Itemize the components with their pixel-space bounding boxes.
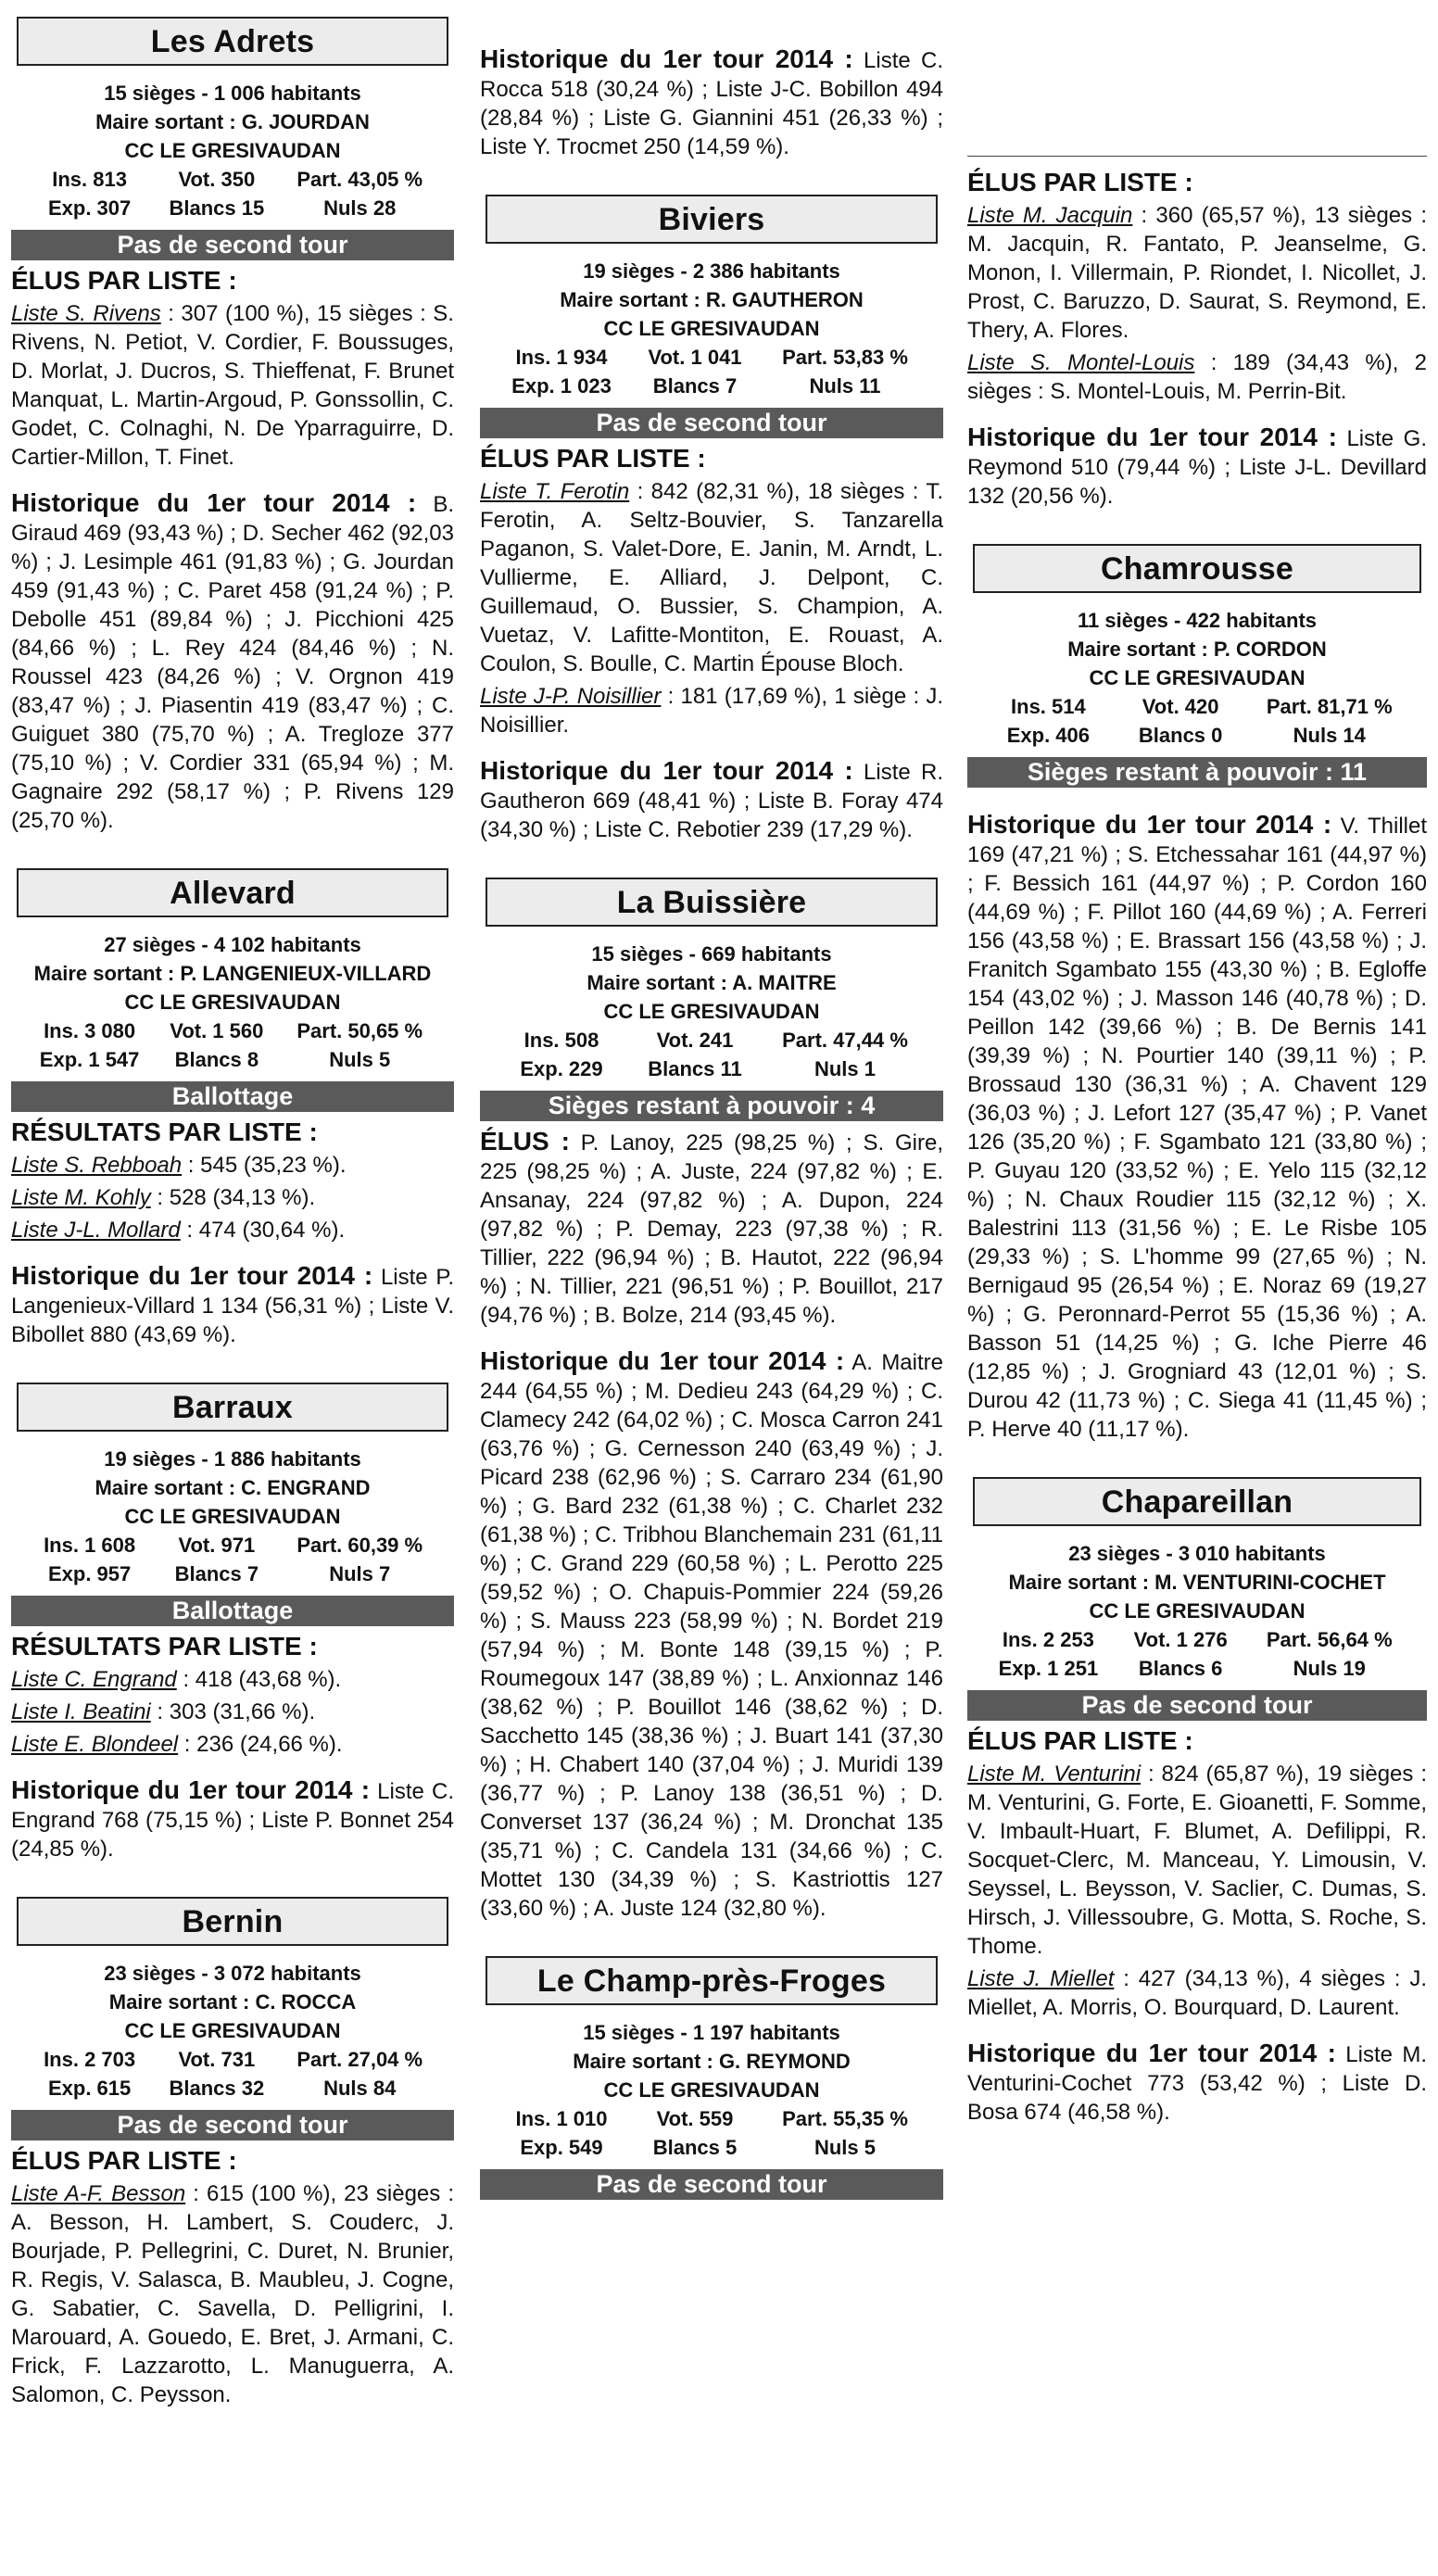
history-text: Liste C. Engrand 768 (75,15 %) ; Liste P. Bonnet 254 (24,85 %).	[11, 1779, 455, 1862]
list-text: : 545 (35,23 %).	[182, 1153, 347, 1178]
commune-title: Chamrousse	[973, 544, 1421, 593]
list-text: : 236 (24,66 %).	[178, 1732, 343, 1757]
cc-line: CC LE GRESIVAUDAN	[124, 2019, 341, 2042]
stat-part: Part. 53,83 %	[782, 346, 908, 369]
list-text: : 181 (17,69 %), 1 siège : J. Noisillier.	[480, 684, 943, 738]
list-name: Liste S. Rebboah	[11, 1153, 183, 1178]
stat-ins: Ins. 1 934	[515, 346, 608, 369]
stat-vot: Vot. 971	[178, 1534, 256, 1557]
stat-part: Part. 47,44 %	[782, 1029, 908, 1052]
stat-ins: Ins. 508	[523, 1029, 599, 1052]
history-heading: Historique du 1er tour 2014 :	[967, 2039, 1336, 2067]
history-text: A. Maitre 244 (64,55 %) ; M. Dedieu 243 (64,29 %) ; C. Clamecy 242 (64,02 %) ; C. Mosca Carron 241 (63,76 %) ; G. Cernesson 240 (63,49 %) ; J. Picard 238 (62,96 %) ; S. Carraro 234 (61,90 %) ; G. Bard 232 (61,38 %) ; C. Charlet 232 (61,38 %) ; C. Tribhou Blanchemain 231 (61,11 %) ; C. Grand 229 (60,58 %) ; L. Perotto 225 (59,52 %) ; O. Chapuis-Pommier 224 (59,26 %) ; S. Mauss 223 (58,99 %) ; N. Bordet 219 (57,94 %) ; M. Bonte 148 (39,15 %) ; P. Roumegoux 147 (38,89 %) ; L. Anxionnaz 146 (38,62 %) ; P. Bouillot 146 (38,62 %) ; D. Sacchetto 145 (38,36 %) ; J. Buart 141 (37,30 %) ; H. Chabert 140 (37,04 %) ; J. Muridi 139 (36,77 %) ; P. Lanoy 138 (36,51 %) ; D. Converset 137 (36,24 %) ; M. Dronchat 135 (35,71 %) ; C. Candela 131 (34,66 %) ; C. Mottet 130 (34,39 %) ; S. Kastriottis 127 (33,60 %) ; A. Juste 124 (32,80 %).	[480, 1350, 943, 1921]
elus-paragraph	[967, 348, 1427, 406]
stats-row-1	[967, 692, 1427, 721]
history-heading: Historique du 1er tour 2014 :	[480, 1346, 845, 1375]
list-name: Liste I. Beatini	[11, 1699, 151, 1724]
list-line	[11, 1183, 454, 1212]
stat-ins: Ins. 1 608	[44, 1534, 136, 1557]
stats-row-2	[11, 1045, 454, 1074]
stat-nuls: Nuls 7	[329, 1562, 391, 1585]
elus-paragraph	[967, 1760, 1427, 1961]
result-bar: Pas de second tour	[480, 408, 943, 438]
list-line	[11, 1216, 454, 1244]
elus-paragraph	[967, 1964, 1427, 2022]
stat-exp: Exp. 615	[47, 2077, 132, 2100]
list-name: Liste M. Kohly	[11, 1185, 151, 1210]
seats-line: 15 sièges - 669 habitants	[591, 942, 832, 966]
history-text: Liste P. Langenieux-Villard 1 134 (56,31 %) ; Liste V. Bibollet 880 (43,69 %).	[11, 1265, 454, 1347]
stat-exp: Exp. 307	[47, 196, 132, 220]
champ-results-continued	[967, 156, 1427, 511]
commune-les-adrets	[11, 17, 454, 835]
history-text: B. Giraud 469 (93,43 %) ; D. Secher 462 (92,03 %) ; J. Lesimple 461 (91,83 %) ; G. Jourdan 459 (91,43 %) ; C. Paret 458 (91,24 %) ; P. Debolle 451 (89,84 %) ; J. Picchioni 425 (84,66 %) ; L. Rey 424 (84,46 %) ; N. Roussel 423 (84,26 %) ; V. Orgnon 419 (83,47 %) ; J. Piasentin 419 (83,47 %) ; C. Guiguet 380 (75,70 %) ; A. Tregloze 377 (75,10 %) ; V. Cordier 331 (65,94 %) ; M. Gagnaire 292 (58,17 %) ; P. Rivens 129 (25,70 %).	[11, 492, 455, 833]
stat-blancs: Blancs 5	[652, 2136, 738, 2159]
list-line	[11, 1151, 454, 1180]
commune-le-champ-pres-froges	[480, 1956, 943, 2200]
stats-row-2	[11, 194, 454, 222]
commune-allevard	[11, 868, 454, 1349]
list-text: : 842 (82,31 %), 18 sièges : T. Ferotin, A. Seltz-Bouvier, S. Tanzarella Paganon, S. Valet-Dore, E. Janin, M. Arndt, L. Vullierme, E. Alliard, J. Delpont, C. Guillemaud, O. Bussier, S. Champion, A. Vuetaz, V. Lafitte-Montiton, E. Rouast, A. Coulon, S. Boulle, C. Martin Épouse Bloch.	[480, 479, 943, 676]
history-heading: Historique du 1er tour 2014 :	[11, 488, 417, 517]
stat-nuls: Nuls 5	[814, 2136, 877, 2159]
history-text: Liste C. Rocca 518 (30,24 %) ; Liste J-C. Bobillon 494 (28,84 %) ; Liste G. Giannini 451 (26,33 %) ; Liste Y. Trocmet 250 (14,59 %).	[480, 48, 944, 159]
cc-line: CC LE GRESIVAUDAN	[1089, 1599, 1306, 1623]
history-heading: Historique du 1er tour 2014 :	[480, 756, 853, 785]
elus-paragraph	[11, 2179, 454, 2409]
seats-line: 11 sièges - 422 habitants	[1077, 609, 1318, 632]
history-paragraph	[480, 1346, 943, 1923]
elus-heading: ÉLUS PAR LISTE :	[967, 168, 1193, 196]
history-heading: Historique du 1er tour 2014 :	[967, 423, 1337, 451]
commune-title: Allevard	[17, 868, 448, 917]
stat-blancs: Blancs 6	[1138, 1657, 1223, 1680]
list-line	[11, 1730, 454, 1759]
list-text: : 418 (43,68 %).	[176, 1667, 342, 1692]
list-text: : 615 (100 %), 23 sièges : A. Besson, H. Lambert, S. Couderc, J. Bourjade, P. Pellegrini, C. Duret, N. Brunier, R. Regis, V. Salasca, B. Maubleu, J. Cogne, G. Sabatier, C. Savella, D. Pelligrini, I. Marouard, A. Gouedo, E. Bret, J. Armani, C. Frick, F. Lazzarotto, L. Manuguerra, A. Salomon, C. Peysson.	[11, 2181, 454, 2407]
stat-nuls: Nuls 28	[323, 196, 397, 220]
seats-line: 15 sièges - 1 197 habitants	[583, 2021, 840, 2044]
stat-ins: Ins. 2 703	[44, 2048, 136, 2071]
commune-title: Chapareillan	[973, 1477, 1421, 1526]
history-paragraph	[480, 44, 943, 161]
stat-exp: Exp. 549	[520, 2136, 603, 2159]
list-text: : 303 (31,66 %).	[150, 1699, 316, 1724]
stat-vot: Vot. 559	[656, 2107, 734, 2130]
commune-bernin	[11, 1897, 454, 2409]
stat-ins: Ins. 813	[52, 168, 127, 191]
seats-line: 19 sièges - 2 386 habitants	[583, 259, 840, 283]
list-text: : 528 (34,13 %).	[150, 1185, 316, 1210]
stat-part: Part. 56,64 %	[1266, 1628, 1393, 1651]
stat-part: Part. 55,35 %	[782, 2107, 908, 2130]
stats-row-1	[11, 1017, 454, 1045]
stat-blancs: Blancs 11	[648, 1057, 742, 1080]
stats-row-2	[11, 2074, 454, 2102]
stats-row-1	[11, 2045, 454, 2074]
result-bar: Pas de second tour	[967, 1690, 1427, 1721]
result-bar: Ballottage	[11, 1081, 454, 1112]
stat-vot: Vot. 1 041	[648, 346, 742, 369]
stat-blancs: Blancs 8	[174, 1048, 259, 1071]
stats-row-1	[480, 2104, 943, 2133]
commune-title: Les Adrets	[17, 17, 448, 66]
elus-text: P. Lanoy, 225 (98,25 %) ; S. Gire, 225 (98,25 %) ; A. Juste, 224 (97,82 %) ; E. Ansanay, 224 (97,82 %) ; A. Dupon, 224 (97,82 %) ; P. Demay, 223 (97,38 %) ; R. Tillier, 222 (96,94 %) ; B. Hautot, 222 (96,94 %) ; N. Tillier, 221 (96,51 %) ; P. Bouillot, 217 (94,76 %) ; B. Bolze, 214 (93,45 %).	[480, 1130, 943, 1328]
elus-paragraph	[967, 201, 1427, 345]
elus-paragraph	[480, 682, 943, 739]
elus-paragraph	[480, 477, 943, 678]
stats-row-1	[967, 1625, 1427, 1654]
stat-vot: Vot. 1 560	[170, 1019, 264, 1042]
result-bar: Pas de second tour	[11, 230, 454, 260]
divider	[967, 156, 1427, 157]
stats-row-1	[11, 1531, 454, 1559]
elus-heading: ÉLUS PAR LISTE :	[480, 444, 706, 473]
stat-nuls: Nuls 11	[809, 374, 881, 398]
seats-line: 15 sièges - 1 006 habitants	[104, 82, 361, 105]
stat-blancs: Blancs 7	[174, 1562, 259, 1585]
stats-row-2	[967, 1654, 1427, 1683]
stat-part: Part. 81,71 %	[1266, 695, 1393, 718]
column-1	[11, 17, 454, 2443]
stat-exp: Exp. 1 023	[511, 374, 612, 398]
stat-vot: Vot. 731	[178, 2048, 256, 2071]
history-paragraph	[11, 1775, 454, 1863]
result-bar: Sièges restant à pouvoir : 11	[967, 757, 1427, 788]
stat-nuls: Nuls 84	[323, 2077, 397, 2100]
commune-barraux	[11, 1383, 454, 1863]
commune-title: Le Champ-près-Froges	[486, 1956, 938, 2005]
history-paragraph	[967, 2039, 1427, 2127]
stat-exp: Exp. 406	[1006, 724, 1091, 747]
mayor-line: Maire sortant : M. VENTURINI-COCHET	[1008, 1571, 1386, 1594]
stat-exp: Exp. 1 547	[39, 1048, 140, 1071]
cc-line: CC LE GRESIVAUDAN	[603, 2078, 820, 2102]
stats-row-2	[480, 2133, 943, 2162]
stats-row-1	[11, 165, 454, 194]
stat-blancs: Blancs 7	[652, 374, 738, 398]
elus-paragraph	[480, 1127, 943, 1330]
stat-blancs: Blancs 15	[169, 196, 265, 220]
history-paragraph	[480, 756, 943, 844]
history-paragraph	[967, 810, 1427, 1444]
commune-chamrousse	[967, 544, 1427, 1444]
seats-line: 27 sièges - 4 102 habitants	[104, 933, 361, 956]
history-heading: Historique du 1er tour 2014 :	[11, 1261, 373, 1290]
stats-row-2	[11, 1559, 454, 1588]
seats-line: 23 sièges - 3 010 habitants	[1068, 1542, 1326, 1565]
stat-vot: Vot. 1 276	[1133, 1628, 1228, 1651]
result-bar: Sièges restant à pouvoir : 4	[480, 1091, 943, 1121]
list-name: Liste S. Montel-Louis	[967, 350, 1195, 375]
stat-exp: Exp. 957	[47, 1562, 132, 1585]
list-text: : 307 (100 %), 15 sièges : S. Rivens, N. Petiot, V. Cordier, F. Boussuges, D. Morlat, J. Ducros, S. Thieffenat, F. Brunet Manquat, L. Martin-Argoud, P. Gonssollin, C. Godet, C. Colnaghi, N. De Yparraguirre, D. Cartier-Millon, T. Finet.	[11, 301, 454, 470]
stat-part: Part. 60,39 %	[296, 1534, 423, 1557]
cc-line: CC LE GRESIVAUDAN	[124, 991, 341, 1014]
stat-ins: Ins. 1 010	[515, 2107, 608, 2130]
list-name: Liste J. Miellet	[967, 1966, 1115, 1991]
list-name: Liste C. Engrand	[11, 1667, 177, 1692]
stat-blancs: Blancs 32	[169, 2077, 265, 2100]
stats-row-2	[480, 372, 943, 400]
mayor-line: Maire sortant : P. CORDON	[1067, 638, 1327, 661]
list-text: : 474 (30,64 %).	[180, 1218, 346, 1243]
mayor-line: Maire sortant : C. ROCCA	[108, 1990, 357, 2014]
commune-biviers	[480, 195, 943, 844]
history-paragraph	[967, 423, 1427, 511]
mayor-line: Maire sortant : C. ENGRAND	[95, 1476, 371, 1499]
stat-blancs: Blancs 0	[1138, 724, 1223, 747]
stat-nuls: Nuls 1	[814, 1057, 877, 1080]
stats-row-1	[480, 1026, 943, 1054]
stat-ins: Ins. 2 253	[1002, 1628, 1094, 1651]
stat-ins: Ins. 3 080	[44, 1019, 136, 1042]
mayor-line: Maire sortant : A. MAITRE	[587, 971, 837, 994]
bernin-history-continued	[480, 44, 943, 161]
list-name: Liste A-F. Besson	[11, 2181, 186, 2206]
stat-part: Part. 50,65 %	[296, 1019, 423, 1042]
stat-part: Part. 27,04 %	[296, 2048, 423, 2071]
stat-vot: Vot. 241	[656, 1029, 734, 1052]
stats-row-2	[967, 721, 1427, 750]
history-text: Liste M. Venturini-Cochet 773 (53,42 %) ; Liste D. Bosa 674 (46,58 %).	[967, 2042, 1427, 2125]
result-bar: Pas de second tour	[11, 2110, 454, 2140]
column-2	[480, 17, 943, 2233]
stats-row-1	[480, 343, 943, 372]
history-heading: Historique du 1er tour 2014 :	[11, 1775, 371, 1804]
commune-la-buissiere	[480, 878, 943, 1923]
commune-title: Barraux	[17, 1383, 448, 1432]
list-line	[11, 1698, 454, 1726]
elus-heading: ÉLUS PAR LISTE :	[11, 266, 237, 295]
history-text: Liste G. Reymond 510 (79,44 %) ; Liste J-L. Devillard 132 (20,56 %).	[967, 426, 1427, 509]
column-3	[967, 17, 1427, 2160]
list-line	[11, 1665, 454, 1694]
elus-heading: ÉLUS :	[480, 1127, 570, 1155]
history-heading: Historique du 1er tour 2014 :	[967, 810, 1332, 839]
result-bar: Ballottage	[11, 1596, 454, 1626]
list-text: : 189 (34,43 %), 2 sièges : S. Montel-Louis, M. Perrin-Bit.	[967, 350, 1428, 404]
list-text: : 824 (65,87 %), 19 sièges : M. Venturini, G. Forte, E. Gioanetti, F. Somme, V. Imbault-Huart, F. Blumet, A. Defilippi, R. Socquet-Clerc, M. Manceau, Y. Limousin, V. Seyssel, L. Beysson, V. Saclier, C. Dumas, S. Hirsch, J. Villessoubre, G. Motta, S. Roche, S. Thome.	[967, 1762, 1427, 1959]
commune-title: La Buissière	[486, 878, 938, 927]
commune-title: Bernin	[17, 1897, 448, 1946]
seats-line: 23 sièges - 3 072 habitants	[104, 1962, 361, 1985]
list-name: Liste M. Venturini	[967, 1762, 1142, 1787]
results-heading: RÉSULTATS PAR LISTE :	[11, 1118, 318, 1146]
stat-nuls: Nuls 5	[329, 1048, 391, 1071]
result-bar: Pas de second tour	[480, 2169, 943, 2200]
elus-heading: ÉLUS PAR LISTE :	[967, 1726, 1193, 1755]
list-name: Liste J-P. Noisillier	[480, 684, 662, 709]
stat-exp: Exp. 229	[520, 1057, 603, 1080]
list-name: Liste E. Blondeel	[11, 1732, 179, 1757]
stat-part: Part. 43,05 %	[296, 168, 423, 191]
list-text: : 427 (34,13 %), 4 sièges : J. Miellet, A. Morris, O. Bourquard, D. Laurent.	[967, 1966, 1427, 2020]
cc-line: CC LE GRESIVAUDAN	[603, 317, 820, 340]
mayor-line: Maire sortant : R. GAUTHERON	[560, 288, 864, 311]
stat-exp: Exp. 1 251	[998, 1657, 1099, 1680]
list-name: Liste J-L. Mollard	[11, 1218, 181, 1243]
mayor-line: Maire sortant : P. LANGENIEUX-VILLARD	[33, 962, 432, 985]
cc-line: CC LE GRESIVAUDAN	[124, 139, 341, 162]
list-text: : 360 (65,57 %), 13 sièges : M. Jacquin, R. Fantato, P. Jeanselme, G. Monon, I. Villermain, P. Riondet, I. Nicollet, J. Prost, C. Baruzzo, D. Saurat, S. Reymond, E. Thery, A. Flores.	[967, 203, 1427, 343]
history-paragraph	[11, 1261, 454, 1349]
history-heading: Historique du 1er tour 2014 :	[480, 44, 853, 73]
history-paragraph	[11, 488, 454, 835]
mayor-line: Maire sortant : G. JOURDAN	[95, 110, 370, 133]
list-name: Liste M. Jacquin	[967, 203, 1133, 228]
list-name: Liste S. Rivens	[11, 301, 161, 326]
stat-vot: Vot. 350	[178, 168, 256, 191]
cc-line: CC LE GRESIVAUDAN	[603, 1000, 820, 1023]
cc-line: CC LE GRESIVAUDAN	[1089, 666, 1306, 689]
results-heading: RÉSULTATS PAR LISTE :	[11, 1632, 318, 1661]
cc-line: CC LE GRESIVAUDAN	[124, 1505, 341, 1528]
list-name: Liste T. Ferotin	[480, 479, 630, 504]
elus-heading: ÉLUS PAR LISTE :	[11, 2146, 237, 2175]
history-text: Liste R. Gautheron 669 (48,41 %) ; Liste B. Foray 474 (34,30 %) ; Liste C. Rebotier 239 (17,29 %).	[480, 760, 944, 842]
stat-nuls: Nuls 14	[1293, 724, 1366, 747]
elus-paragraph	[11, 299, 454, 472]
commune-title: Biviers	[486, 195, 938, 244]
commune-chapareillan	[967, 1477, 1427, 2127]
stat-nuls: Nuls 19	[1293, 1657, 1366, 1680]
mayor-line: Maire sortant : G. REYMOND	[573, 2050, 851, 2073]
stat-ins: Ins. 514	[1011, 695, 1086, 718]
stats-row-2	[480, 1054, 943, 1083]
seats-line: 19 sièges - 1 886 habitants	[104, 1447, 361, 1471]
stat-vot: Vot. 420	[1142, 695, 1219, 718]
history-text: V. Thillet 169 (47,21 %) ; S. Etchessahar 161 (44,97 %) ; F. Bessich 161 (44,97 %) ; P. Cordon 160 (44,69 %) ; F. Pillot 160 (44,69 %) ; A. Ferreri 156 (43,58 %) ; E. Brassart 156 (43,58 %) ; J. Franitch Sgambato 155 (43,30 %) ; B. Egloffe 154 (43,02 %) ; J. Masson 146 (40,78 %) ; D. Peillon 142 (39,66 %) ; B. De Bernis 141 (39,39 %) ; N. Pourtier 140 (39,11 %) ; P. Brossaud 130 (36,31 %) ; A. Chavent 129 (36,03 %) ; J. Lefort 127 (35,47 %) ; P. Vanet 126 (35,20 %) ; F. Sgambato 121 (33,80 %) ; P. Guyau 120 (33,52 %) ; E. Yelo 115 (32,12 %) ; N. Chaux Roudier 115 (32,12 %) ; X. Balestrini 113 (31,56 %) ; E. Le Risbe 105 (29,33 %) ; S. L'homme 99 (27,65 %) ; N. Bernigaud 95 (26,54 %) ; E. Noraz 69 (19,27 %) ; G. Peronnard-Perrot 55 (15,36 %) ; A. Basson 51 (14,25 %) ; G. Iche Pierre 46 (12,85 %) ; J. Grogniard 43 (12,01 %) ; S. Durou 42 (11,73 %) ; C. Siega 41 (11,45 %) ; P. Herve 40 (11,17 %).	[967, 814, 1427, 1442]
